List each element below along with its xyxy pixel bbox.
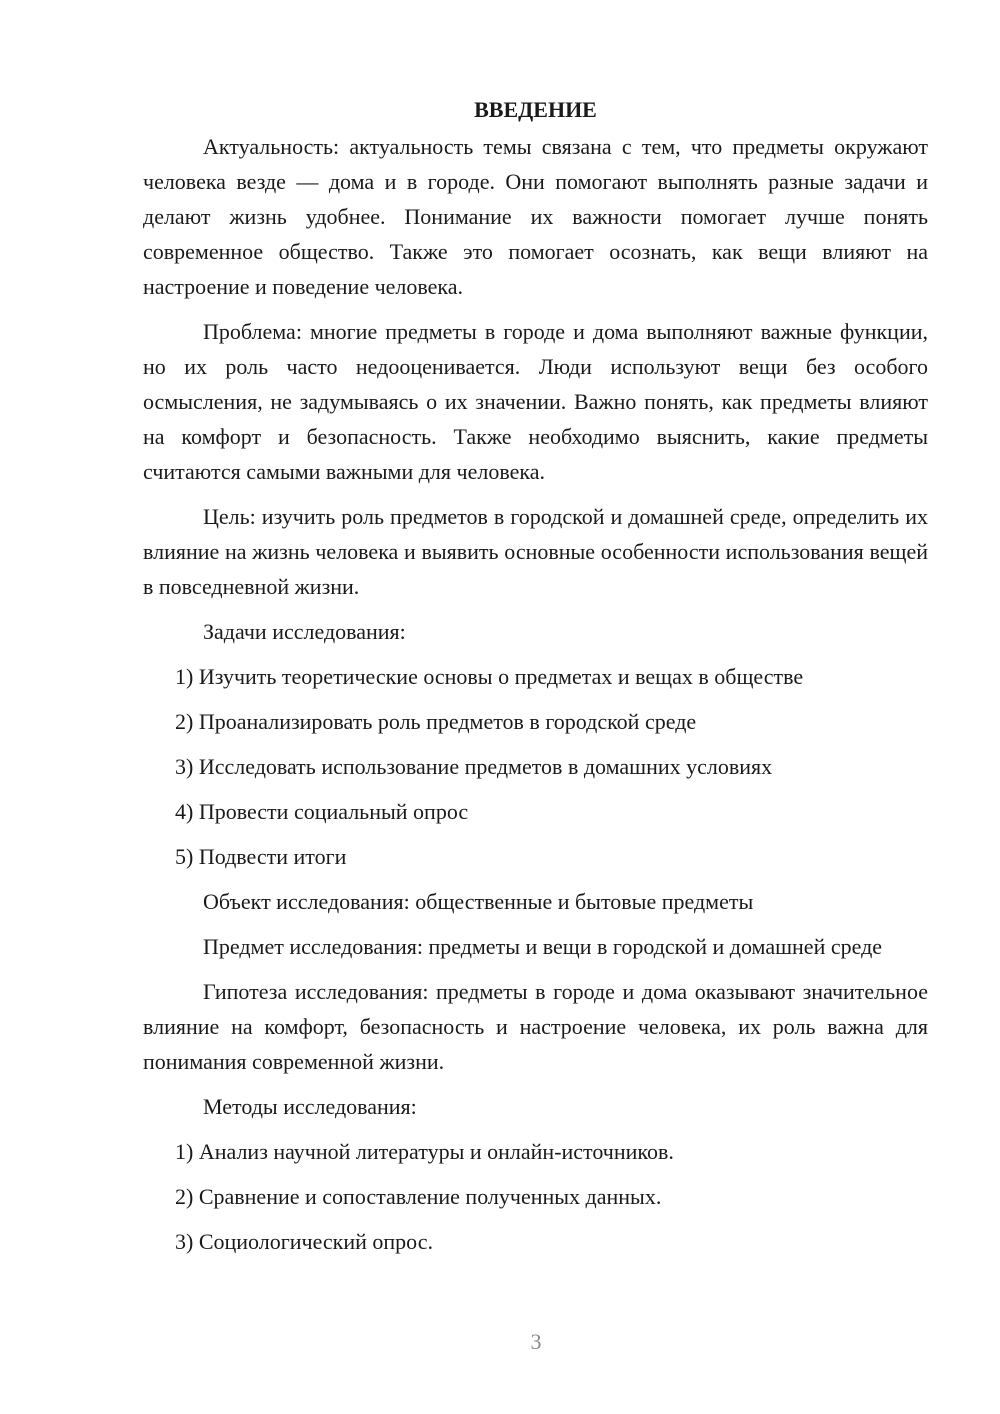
object-line: Объект исследования: общественные и бытовые предметы: [203, 889, 754, 914]
hypothesis-paragraph: Гипотеза исследования: предметы в городе и дома оказывают значительное влияние на комфорт, безопасность и настроение человека, их роль важна для понимания современной жизни.: [143, 979, 928, 1074]
task-item-4: 4) Провести социальный опрос: [175, 799, 469, 824]
problem-paragraph: Проблема: многие предметы в городе и дома выполняют важные функции, но их роль часто недооценивается. Люди используют вещи без особого осмысления, не задумываясь о их значении. Важно понять, как предметы влияют на комфорт и безопасность. Также необходимо выяснить, какие предметы считаются самыми важными для человека.: [143, 319, 928, 484]
document-page: [143, 92, 928, 1269]
task-item-5: 5) Подвести итоги: [175, 844, 347, 869]
subject-paragraph: Предмет исследования: предметы и вещи в городской и домашней среде: [203, 934, 883, 959]
method-item-3: 3) Социологический опрос.: [175, 1229, 433, 1254]
method-item-2: 2) Сравнение и сопоставление полученных данных.: [175, 1184, 662, 1209]
page-title: ВВЕДЕНИЕ: [474, 97, 597, 122]
tasks-heading: Задачи исследования:: [203, 619, 406, 644]
relevance-paragraph: Актуальность: актуальность темы связана с тем, что предметы окружают человека везде — дома и в городе. Они помогают выполнять разные задачи и делают жизнь удобнее. Понимание их важности помогает лучше понять современное общество. Также это помогает осознать, как вещи влияют на настроение и поведение человека.: [143, 134, 928, 299]
methods-heading: Методы исследования:: [203, 1094, 417, 1119]
goal-paragraph: Цель: изучить роль предметов в городской и домашней среде, определить их влияние на жизнь человека и выявить основные особенности использования вещей в повседневной жизни.: [143, 504, 928, 599]
task-item-3: 3) Исследовать использование предметов в домашних условиях: [175, 754, 773, 779]
method-item-1: 1) Анализ научной литературы и онлайн-источников.: [175, 1139, 674, 1164]
task-item-2: 2) Проанализировать роль предметов в городской среде: [175, 709, 697, 734]
task-item-1: 1) Изучить теоретические основы о предметах и вещах в обществе: [175, 664, 804, 689]
page-number: 3: [530, 1329, 542, 1354]
